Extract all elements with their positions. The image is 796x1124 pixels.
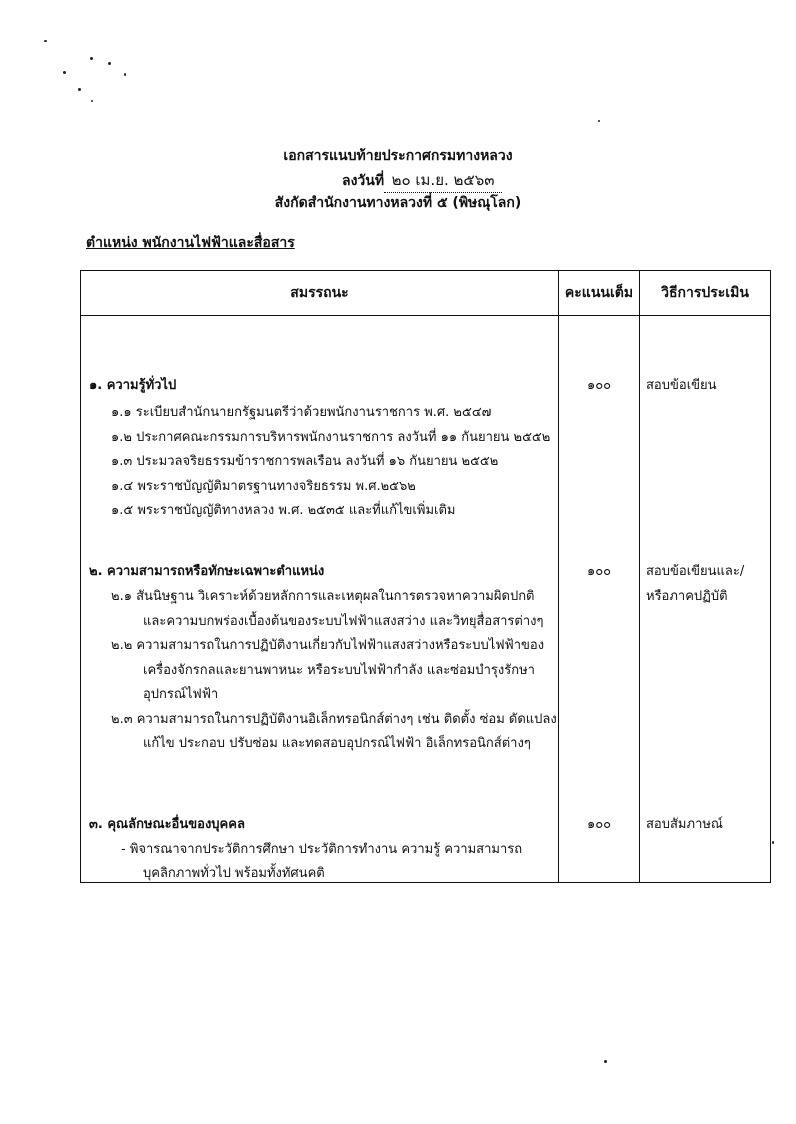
list-item: - พิจารณาจากประวัติการศึกษา ประวัติการทำงาน ความรู้ ความสามารถ (121, 842, 523, 857)
position-title: ตำแหน่ง พนักงานไฟฟ้าและสื่อสาร (86, 235, 295, 251)
list-item: ๒.๓ ความสามารถในการปฏิบัติงานอิเล็กทรอนิกส์ต่างๆ เช่น ติดตั้ง ซ่อม ดัดแปลง (111, 712, 557, 727)
scan-speck (91, 100, 93, 102)
score-cell (559, 316, 640, 883)
scan-speck (90, 57, 93, 60)
scan-speck (44, 40, 47, 42)
competency-cell (81, 316, 559, 883)
assessment-method: สอบสัมภาษณ์ (646, 817, 723, 832)
scan-speck (604, 1060, 607, 1063)
list-item-continuation: แก้ไข ประกอบ ปรับซ่อม และทดสอบอุปกรณ์ไฟฟ้า อิเล็กทรอนิกส์ต่างๆ (143, 736, 531, 751)
header-competency: สมรรถนะ (81, 271, 559, 316)
list-item: ๑.๒ ประกาศคณะกรรมการบริหารพนักงานราชการ ลงวันที่ ๑๑ กันยายน ๒๕๕๒ (111, 430, 551, 445)
scan-speck (63, 71, 66, 74)
date-value: ๒๐ เม.ย. ๒๕๖๓ (384, 168, 502, 193)
header-full-score: คะแนนเต็ม (559, 271, 640, 316)
list-item-continuation: อุปกรณ์ไฟฟ้า (143, 687, 219, 702)
assessment-method: สอบข้อเขียน (646, 378, 717, 393)
list-item: ๑.๕ พระราชบัญญัติทางหลวง พ.ศ. ๒๕๓๕ และที่แก้ไขเพิ่มเติม (111, 503, 456, 518)
date-label: ลงวันที่ (342, 173, 385, 189)
list-item-continuation: และความบกพร่องเบื้องต้นของระบบไฟฟ้าแสงสว่าง และวิทยุสื่อสารต่างๆ (143, 614, 544, 629)
scan-speck (78, 88, 81, 91)
table-body-row (81, 316, 771, 883)
header-assessment-method: วิธีการประเมิน (640, 271, 771, 316)
scan-speck (108, 62, 111, 65)
section-title: ๒. ความสามารถหรือทักษะเฉพาะตำแหน่ง (89, 564, 325, 579)
section-score: ๑๐๐ (587, 564, 612, 579)
section-score: ๑๐๐ (587, 378, 612, 393)
document-header-line1: เอกสารแนบท้ายประกาศกรมทางหลวง (283, 148, 513, 164)
section-score: ๑๐๐ (587, 817, 612, 832)
scan-speck (598, 120, 600, 122)
list-item: ๒.๒ ความสามารถในการปฏิบัติงานเกี่ยวกับไฟฟ้าแสงสว่างหรือระบบไฟฟ้าของ (111, 638, 545, 653)
section-title: ๓. คุณลักษณะอื่นของบุคคล (89, 817, 245, 832)
list-item: ๑.๔ พระราชบัญญัติมาตรฐานทางจริยธรรม พ.ศ.๒๕๖๒ (111, 479, 416, 494)
method-cell (640, 316, 771, 883)
list-item-continuation: เครื่องจักรกลและยานพาหนะ หรือระบบไฟฟ้ากำลัง และซ่อมบำรุงรักษา (143, 663, 535, 678)
list-item: ๒.๑ สันนิษฐาน วิเคราะห์ด้วยหลักการและเหตุผลในการตรวจหาความผิดปกติ (111, 589, 535, 604)
scan-speck (772, 841, 774, 844)
competency-table (80, 270, 771, 883)
list-item: ๑.๑ ระเบียบสำนักนายกรัฐมนตรีว่าด้วยพนักงานราชการ พ.ศ. ๒๕๔๗ (111, 405, 492, 420)
assessment-method: สอบข้อเขียนและ/ (646, 564, 745, 579)
list-item-continuation: บุคลิกภาพทั่วไป พร้อมทั้งทัศนคติ (143, 866, 325, 881)
section-title: ๑. ความรู้ทั่วไป (89, 378, 177, 393)
document-header-line3: สังกัดสำนักงานทางหลวงที่ ๕ (พิษณุโลก) (274, 195, 522, 211)
document-date-line (342, 168, 502, 193)
list-item: ๑.๓ ประมวลจริยธรรมข้าราชการพลเรือน ลงวันที่ ๑๖ กันยายน ๒๕๕๒ (111, 454, 499, 469)
table-header-row (81, 271, 771, 316)
scan-speck (124, 73, 126, 76)
assessment-method-continuation: หรือภาคปฏิบัติ (646, 589, 728, 604)
